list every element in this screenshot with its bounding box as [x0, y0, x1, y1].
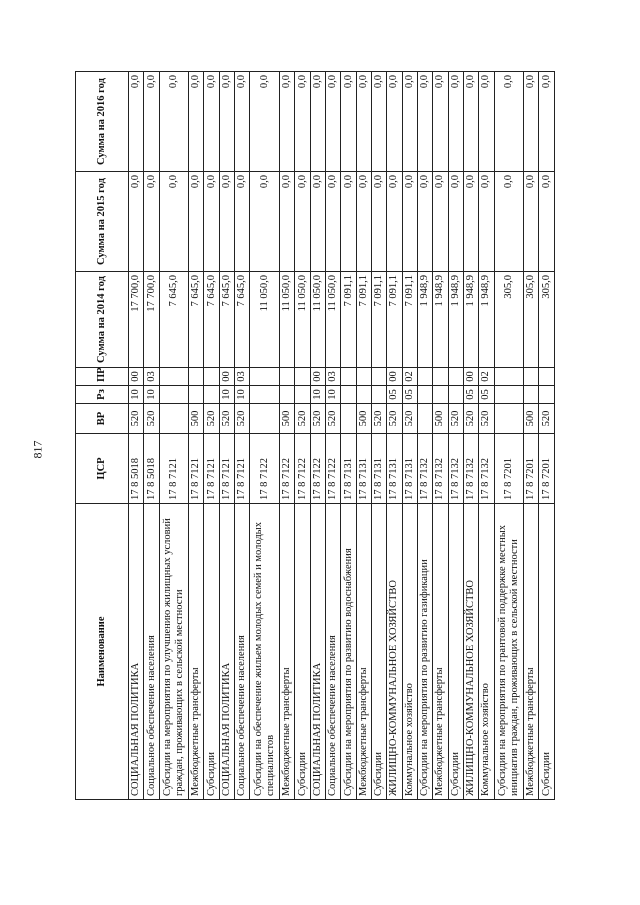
cell-rz: [494, 386, 523, 404]
table-row: [219, 72, 234, 800]
cell-vr: 520: [219, 404, 234, 434]
cell-sum-2016: 0,0: [371, 72, 386, 172]
cell-rz: [433, 386, 448, 404]
cell-sum-2014: 305,0: [494, 272, 523, 368]
cell-pr: [189, 368, 204, 386]
cell-sum-2015: 0,0: [219, 172, 234, 272]
cell-sum-2014: 7 091,1: [371, 272, 386, 368]
cell-rz: 05: [479, 386, 494, 404]
table-header-row: [76, 72, 129, 800]
header-sum-2016: Сумма на 2016 год: [76, 72, 129, 172]
cell-name: ЖИЛИЩНО-КОММУНАЛЬНОЕ ХОЗЯЙСТВО: [463, 504, 478, 800]
cell-name: Межбюджетные трансферты: [523, 504, 538, 800]
cell-sum-2015: 0,0: [295, 172, 310, 272]
cell-rz: [159, 386, 188, 404]
cell-sum-2015: 0,0: [250, 172, 279, 272]
cell-name: Социальное обеспечение населения: [325, 504, 340, 800]
table-row: [539, 72, 555, 800]
table-row: [341, 72, 356, 800]
cell-pr: [433, 368, 448, 386]
cell-name: Субсидии на обеспечение жильем молодых семей и молодых специалистов: [250, 504, 279, 800]
cell-pr: [356, 368, 371, 386]
cell-rz: [448, 386, 463, 404]
cell-sum-2015: 0,0: [494, 172, 523, 272]
cell-vr: 500: [433, 404, 448, 434]
table-row: [402, 72, 417, 800]
table-row: [523, 72, 538, 800]
table-row: [189, 72, 204, 800]
cell-sum-2016: 0,0: [159, 72, 188, 172]
cell-sum-2016: 0,0: [295, 72, 310, 172]
cell-csr: 17 8 7131: [387, 434, 402, 504]
cell-name: Коммунальное хозяйство: [479, 504, 494, 800]
cell-rz: 05: [402, 386, 417, 404]
cell-vr: 520: [448, 404, 463, 434]
cell-name: СОЦИАЛЬНАЯ ПОЛИТИКА: [310, 504, 325, 800]
table-row: [144, 72, 159, 800]
cell-pr: [494, 368, 523, 386]
cell-pr: 03: [325, 368, 340, 386]
cell-sum-2015: 0,0: [448, 172, 463, 272]
cell-rz: 05: [387, 386, 402, 404]
cell-vr: 520: [129, 404, 144, 434]
cell-csr: 17 8 5018: [144, 434, 159, 504]
cell-vr: 520: [295, 404, 310, 434]
cell-csr: 17 8 7121: [204, 434, 219, 504]
cell-rz: [250, 386, 279, 404]
table-row: [417, 72, 432, 800]
cell-sum-2015: 0,0: [479, 172, 494, 272]
cell-sum-2016: 0,0: [448, 72, 463, 172]
cell-vr: 520: [310, 404, 325, 434]
header-pr: ПР: [76, 368, 129, 386]
cell-csr: 17 8 5018: [129, 434, 144, 504]
cell-sum-2016: 0,0: [539, 72, 555, 172]
cell-csr: 17 8 7131: [356, 434, 371, 504]
cell-pr: 00: [463, 368, 478, 386]
cell-sum-2016: 0,0: [494, 72, 523, 172]
cell-sum-2015: 0,0: [402, 172, 417, 272]
cell-pr: [295, 368, 310, 386]
cell-sum-2014: 7 091,1: [341, 272, 356, 368]
cell-pr: 00: [387, 368, 402, 386]
cell-sum-2016: 0,0: [279, 72, 294, 172]
budget-table: [75, 71, 555, 800]
cell-vr: 520: [402, 404, 417, 434]
cell-sum-2016: 0,0: [356, 72, 371, 172]
cell-sum-2016: 0,0: [219, 72, 234, 172]
cell-sum-2015: 0,0: [235, 172, 250, 272]
cell-name: Социальное обеспечение населения: [235, 504, 250, 800]
cell-sum-2015: 0,0: [159, 172, 188, 272]
cell-pr: [417, 368, 432, 386]
cell-name: Субсидии: [295, 504, 310, 800]
cell-name: Межбюджетные трансферты: [433, 504, 448, 800]
cell-sum-2016: 0,0: [310, 72, 325, 172]
table-row: [479, 72, 494, 800]
cell-vr: 520: [539, 404, 555, 434]
cell-rz: [417, 386, 432, 404]
cell-sum-2015: 0,0: [325, 172, 340, 272]
cell-sum-2015: 0,0: [417, 172, 432, 272]
cell-sum-2015: 0,0: [523, 172, 538, 272]
cell-pr: 02: [479, 368, 494, 386]
cell-csr: 17 8 7131: [341, 434, 356, 504]
cell-sum-2015: 0,0: [189, 172, 204, 272]
header-sum-2014: Сумма на 2014 год: [76, 272, 129, 368]
table-row: [159, 72, 188, 800]
cell-vr: 520: [479, 404, 494, 434]
table-row: [129, 72, 144, 800]
cell-csr: 17 8 7132: [417, 434, 432, 504]
table-row: [463, 72, 478, 800]
cell-sum-2015: 0,0: [310, 172, 325, 272]
cell-csr: 17 8 7121: [159, 434, 188, 504]
table-row: [310, 72, 325, 800]
cell-sum-2014: 11 050,0: [310, 272, 325, 368]
cell-csr: 17 8 7201: [494, 434, 523, 504]
cell-sum-2015: 0,0: [341, 172, 356, 272]
cell-sum-2014: 1 948,9: [417, 272, 432, 368]
cell-sum-2014: 11 050,0: [325, 272, 340, 368]
cell-sum-2014: 7 091,1: [402, 272, 417, 368]
cell-name: Межбюджетные трансферты: [356, 504, 371, 800]
table-row: [235, 72, 250, 800]
cell-pr: [204, 368, 219, 386]
cell-sum-2016: 0,0: [523, 72, 538, 172]
cell-name: Субсидии: [371, 504, 386, 800]
cell-sum-2014: 7 091,1: [387, 272, 402, 368]
cell-csr: 17 8 7132: [479, 434, 494, 504]
cell-sum-2016: 0,0: [402, 72, 417, 172]
cell-sum-2015: 0,0: [433, 172, 448, 272]
cell-vr: [341, 404, 356, 434]
cell-rz: 10: [235, 386, 250, 404]
cell-sum-2016: 0,0: [189, 72, 204, 172]
table-row: [433, 72, 448, 800]
cell-sum-2015: 0,0: [129, 172, 144, 272]
cell-name: Субсидии: [204, 504, 219, 800]
cell-sum-2016: 0,0: [250, 72, 279, 172]
cell-sum-2014: 7 645,0: [159, 272, 188, 368]
cell-csr: 17 8 7121: [219, 434, 234, 504]
header-csr: ЦСР: [76, 434, 129, 504]
cell-csr: 17 8 7201: [539, 434, 555, 504]
table-row: [356, 72, 371, 800]
cell-rz: 05: [463, 386, 478, 404]
cell-csr: 17 8 7122: [250, 434, 279, 504]
cell-sum-2016: 0,0: [417, 72, 432, 172]
cell-pr: [279, 368, 294, 386]
cell-vr: 520: [235, 404, 250, 434]
cell-sum-2014: 11 050,0: [279, 272, 294, 368]
cell-name: Субсидии на мероприятия по развитию водоснабжения: [341, 504, 356, 800]
cell-sum-2014: 17 700,0: [144, 272, 159, 368]
cell-sum-2015: 0,0: [371, 172, 386, 272]
cell-pr: [539, 368, 555, 386]
cell-rz: [539, 386, 555, 404]
cell-rz: [356, 386, 371, 404]
cell-pr: 00: [219, 368, 234, 386]
cell-sum-2014: 17 700,0: [129, 272, 144, 368]
cell-sum-2014: 11 050,0: [250, 272, 279, 368]
cell-sum-2014: 7 645,0: [235, 272, 250, 368]
cell-csr: 17 8 7122: [310, 434, 325, 504]
cell-name: Субсидии на мероприятия по улучшению жилищных условий граждан, проживающих в сельской местности: [159, 504, 188, 800]
cell-rz: [295, 386, 310, 404]
table-body: [129, 72, 555, 800]
cell-name: СОЦИАЛЬНАЯ ПОЛИТИКА: [219, 504, 234, 800]
table-row: [204, 72, 219, 800]
cell-name: Субсидии на мероприятия по развитию газификации: [417, 504, 432, 800]
cell-rz: [371, 386, 386, 404]
cell-csr: 17 8 7132: [463, 434, 478, 504]
cell-sum-2016: 0,0: [341, 72, 356, 172]
cell-vr: [159, 404, 188, 434]
table-row: [250, 72, 279, 800]
cell-sum-2014: 7 645,0: [204, 272, 219, 368]
cell-pr: 03: [235, 368, 250, 386]
cell-vr: [417, 404, 432, 434]
table-row: [279, 72, 294, 800]
cell-sum-2014: 7 091,1: [356, 272, 371, 368]
cell-name: Коммунальное хозяйство: [402, 504, 417, 800]
cell-csr: 17 8 7122: [279, 434, 294, 504]
cell-vr: 500: [189, 404, 204, 434]
cell-vr: 500: [356, 404, 371, 434]
cell-name: Межбюджетные трансферты: [279, 504, 294, 800]
cell-name: СОЦИАЛЬНАЯ ПОЛИТИКА: [129, 504, 144, 800]
cell-rz: [189, 386, 204, 404]
cell-sum-2014: 305,0: [539, 272, 555, 368]
cell-vr: 500: [279, 404, 294, 434]
cell-rz: 10: [325, 386, 340, 404]
cell-pr: 00: [129, 368, 144, 386]
header-name: Наименование: [76, 504, 129, 800]
table-row: [448, 72, 463, 800]
cell-rz: 10: [310, 386, 325, 404]
cell-sum-2016: 0,0: [129, 72, 144, 172]
cell-rz: 10: [219, 386, 234, 404]
cell-pr: [448, 368, 463, 386]
table-row: [371, 72, 386, 800]
page-number: 817: [30, 440, 45, 459]
cell-sum-2016: 0,0: [463, 72, 478, 172]
cell-name: Субсидии: [448, 504, 463, 800]
cell-csr: 17 8 7122: [295, 434, 310, 504]
header-vr: ВР: [76, 404, 129, 434]
cell-sum-2015: 0,0: [387, 172, 402, 272]
cell-sum-2014: 305,0: [523, 272, 538, 368]
cell-pr: [250, 368, 279, 386]
cell-csr: 17 8 7121: [189, 434, 204, 504]
cell-csr: 17 8 7131: [402, 434, 417, 504]
budget-table-container: [75, 72, 555, 800]
table-row: [295, 72, 310, 800]
cell-sum-2014: 7 645,0: [219, 272, 234, 368]
cell-sum-2015: 0,0: [539, 172, 555, 272]
cell-name: ЖИЛИЩНО-КОММУНАЛЬНОЕ ХОЗЯЙСТВО: [387, 504, 402, 800]
cell-sum-2014: 1 948,9: [463, 272, 478, 368]
cell-vr: [494, 404, 523, 434]
cell-sum-2015: 0,0: [356, 172, 371, 272]
cell-vr: 520: [144, 404, 159, 434]
cell-sum-2014: 7 645,0: [189, 272, 204, 368]
cell-sum-2016: 0,0: [204, 72, 219, 172]
cell-name: Субсидии на мероприятия по грантовой поддержке местных инициатив граждан, проживающих в сельской местности: [494, 504, 523, 800]
header-rz: Рз: [76, 386, 129, 404]
cell-rz: [341, 386, 356, 404]
cell-pr: [523, 368, 538, 386]
cell-csr: 17 8 7201: [523, 434, 538, 504]
cell-name: Социальное обеспечение населения: [144, 504, 159, 800]
cell-vr: 520: [387, 404, 402, 434]
cell-sum-2014: 1 948,9: [479, 272, 494, 368]
table-row: [494, 72, 523, 800]
cell-csr: 17 8 7131: [371, 434, 386, 504]
cell-csr: 17 8 7132: [433, 434, 448, 504]
table-row: [387, 72, 402, 800]
cell-pr: [341, 368, 356, 386]
cell-sum-2015: 0,0: [204, 172, 219, 272]
cell-sum-2015: 0,0: [279, 172, 294, 272]
cell-sum-2016: 0,0: [433, 72, 448, 172]
cell-vr: [250, 404, 279, 434]
cell-rz: 10: [144, 386, 159, 404]
cell-csr: 17 8 7121: [235, 434, 250, 504]
cell-csr: 17 8 7122: [325, 434, 340, 504]
cell-vr: 520: [463, 404, 478, 434]
cell-sum-2015: 0,0: [463, 172, 478, 272]
cell-pr: 03: [144, 368, 159, 386]
cell-pr: 00: [310, 368, 325, 386]
cell-rz: 10: [129, 386, 144, 404]
cell-pr: [371, 368, 386, 386]
cell-pr: 02: [402, 368, 417, 386]
cell-name: Субсидии: [539, 504, 555, 800]
cell-vr: 520: [371, 404, 386, 434]
cell-sum-2016: 0,0: [144, 72, 159, 172]
cell-pr: [159, 368, 188, 386]
cell-sum-2014: 11 050,0: [295, 272, 310, 368]
table-row: [325, 72, 340, 800]
cell-rz: [279, 386, 294, 404]
cell-rz: [204, 386, 219, 404]
cell-name: Межбюджетные трансферты: [189, 504, 204, 800]
cell-sum-2014: 1 948,9: [448, 272, 463, 368]
cell-vr: 520: [325, 404, 340, 434]
cell-sum-2016: 0,0: [235, 72, 250, 172]
cell-csr: 17 8 7132: [448, 434, 463, 504]
cell-sum-2014: 1 948,9: [433, 272, 448, 368]
cell-sum-2016: 0,0: [325, 72, 340, 172]
cell-rz: [523, 386, 538, 404]
cell-sum-2016: 0,0: [479, 72, 494, 172]
cell-sum-2016: 0,0: [387, 72, 402, 172]
cell-vr: 500: [523, 404, 538, 434]
cell-sum-2015: 0,0: [144, 172, 159, 272]
cell-vr: 520: [204, 404, 219, 434]
header-sum-2015: Сумма на 2015 год: [76, 172, 129, 272]
